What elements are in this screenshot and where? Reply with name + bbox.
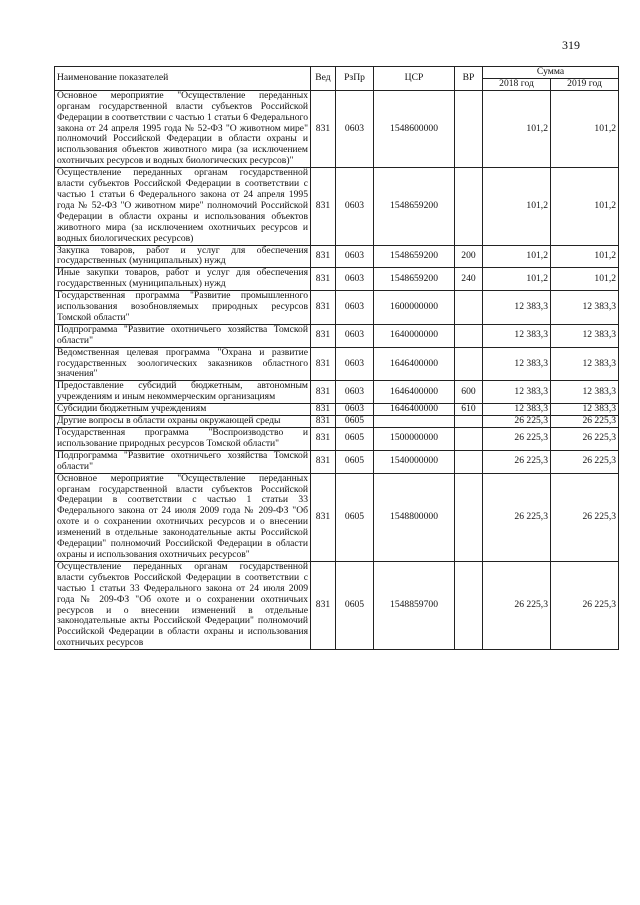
cell-2018: 26 225,3 (483, 473, 551, 561)
cell-2019: 101,2 (551, 245, 619, 268)
table-row (55, 381, 619, 404)
table-row (55, 473, 619, 561)
cell-rzpr: 0603 (336, 291, 374, 325)
header-vr: ВР (455, 67, 483, 91)
cell-csr: 1548600000 (374, 90, 455, 167)
table-row (55, 291, 619, 325)
table-row (55, 428, 619, 451)
cell-name: Осуществление переданных органам государственной власти субъектов Российской Федерации в соответствии с частью 1 статьи 6 Федерального закона от 24 апреля 1995 года № 52-ФЗ "О животном мире" полномочий Российской Федерации в области охраны и использования объектов животного мира (за исключением охотничьих ресурсов и водных биологических ресурсов) (55, 168, 311, 245)
cell-2019: 26 225,3 (551, 561, 619, 649)
cell-name: Иные закупки товаров, работ и услуг для обеспечения государственных (муниципальных) нужд (55, 268, 311, 291)
cell-name: Подпрограмма "Развитие охотничьего хозяйства Томской области" (55, 324, 311, 347)
cell-ved: 831 (311, 268, 336, 291)
cell-2018: 26 225,3 (483, 450, 551, 473)
cell-2019: 101,2 (551, 90, 619, 167)
cell-2018: 101,2 (483, 268, 551, 291)
cell-2018: 12 383,3 (483, 404, 551, 416)
cell-ved: 831 (311, 450, 336, 473)
cell-vr (455, 416, 483, 428)
cell-csr: 1548659200 (374, 245, 455, 268)
cell-ved: 831 (311, 324, 336, 347)
cell-name: Государственная программа "Развитие промышленного использования возобновляемых природных ресурсов Томской области" (55, 291, 311, 325)
cell-2018: 12 383,3 (483, 381, 551, 404)
cell-2019: 26 225,3 (551, 450, 619, 473)
cell-2019: 101,2 (551, 268, 619, 291)
cell-rzpr: 0605 (336, 416, 374, 428)
cell-vr (455, 473, 483, 561)
cell-csr: 1540000000 (374, 450, 455, 473)
cell-csr: 1646400000 (374, 404, 455, 416)
table-header (55, 67, 619, 91)
cell-vr (455, 347, 483, 381)
cell-ved: 831 (311, 473, 336, 561)
cell-2018: 26 225,3 (483, 561, 551, 649)
cell-name: Основное мероприятие "Осуществление переданных органам государственной власти субъектов Российской Федерации в соответствии с частью 1 статьи 33 Федерального закона от 24 июля 2009 года № 209-ФЗ "Об охоте и о сохранении охотничьих ресурсов и о внесении изменений в отдельные законодательные акты Российской Федерации" полномочий Российской Федерации в области охраны и использования охотничьих ресурсов" (55, 473, 311, 561)
cell-rzpr: 0603 (336, 268, 374, 291)
cell-ved: 831 (311, 347, 336, 381)
cell-2019: 26 225,3 (551, 428, 619, 451)
cell-vr (455, 450, 483, 473)
table-row (55, 416, 619, 428)
cell-name: Осуществление переданных органам государственной власти субъектов Российской Федерации в соответствии с частью 1 статьи 33 Федерального закона от 24 июля 2009 года № 209-ФЗ "Об охоте и о сохранении охотничьих ресурсов и о внесении изменений в отдельные законодательные акты Российской Федерации" полномочий Российской Федерации в области охраны и использования охотничьих ресурсов (55, 561, 311, 649)
cell-rzpr: 0603 (336, 245, 374, 268)
cell-2018: 26 225,3 (483, 428, 551, 451)
cell-rzpr: 0605 (336, 450, 374, 473)
table-row (55, 347, 619, 381)
cell-2019: 26 225,3 (551, 416, 619, 428)
cell-name: Закупка товаров, работ и услуг для обеспечения государственных (муниципальных) нужд (55, 245, 311, 268)
cell-vr: 240 (455, 268, 483, 291)
table-row (55, 324, 619, 347)
cell-ved: 831 (311, 381, 336, 404)
table-row (55, 561, 619, 649)
cell-vr: 610 (455, 404, 483, 416)
cell-name: Другие вопросы в области охраны окружающей среды (55, 416, 311, 428)
cell-rzpr: 0603 (336, 324, 374, 347)
cell-2018: 101,2 (483, 90, 551, 167)
cell-2018: 12 383,3 (483, 291, 551, 325)
cell-2018: 12 383,3 (483, 324, 551, 347)
header-csr: ЦСР (374, 67, 455, 91)
table-body (55, 90, 619, 649)
cell-ved: 831 (311, 245, 336, 268)
cell-rzpr: 0605 (336, 561, 374, 649)
cell-name: Предоставление субсидий бюджетным, автономным учреждениям и иным некоммерческим организациям (55, 381, 311, 404)
cell-ved: 831 (311, 291, 336, 325)
table-row (55, 245, 619, 268)
cell-ved: 831 (311, 428, 336, 451)
cell-ved: 831 (311, 90, 336, 167)
cell-rzpr: 0603 (336, 347, 374, 381)
cell-vr: 600 (455, 381, 483, 404)
cell-2018: 12 383,3 (483, 347, 551, 381)
cell-csr: 1500000000 (374, 428, 455, 451)
cell-csr: 1600000000 (374, 291, 455, 325)
cell-2019: 12 383,3 (551, 404, 619, 416)
cell-csr: 1548659200 (374, 268, 455, 291)
cell-csr: 1548800000 (374, 473, 455, 561)
cell-2019: 12 383,3 (551, 347, 619, 381)
cell-name: Подпрограмма "Развитие охотничьего хозяйства Томской области" (55, 450, 311, 473)
header-year-2018: 2018 год (483, 78, 551, 90)
cell-vr (455, 428, 483, 451)
table-row (55, 450, 619, 473)
cell-csr: 1548659200 (374, 168, 455, 245)
budget-table (54, 66, 619, 650)
cell-vr (455, 561, 483, 649)
cell-vr (455, 90, 483, 167)
cell-2019: 12 383,3 (551, 291, 619, 325)
cell-csr: 1646400000 (374, 381, 455, 404)
cell-2019: 12 383,3 (551, 324, 619, 347)
cell-vr (455, 291, 483, 325)
cell-csr: 1646400000 (374, 347, 455, 381)
cell-vr: 200 (455, 245, 483, 268)
cell-name: Основное мероприятие "Осуществление переданных органам государственной власти субъектов Российской Федерации в соответствии с частью 1 статьи 6 Федерального закона от 24 апреля 1995 года № 52-ФЗ "О животном мире" полномочий Российской Федерации в области охраны и использования объектов животного мира (за исключением охотничьих ресурсов и водных биологических ресурсов)" (55, 90, 311, 167)
table-row (55, 404, 619, 416)
cell-ved: 831 (311, 416, 336, 428)
header-ved: Вед (311, 67, 336, 91)
cell-rzpr: 0603 (336, 90, 374, 167)
cell-2019: 12 383,3 (551, 381, 619, 404)
cell-2019: 26 225,3 (551, 473, 619, 561)
header-year-2019: 2019 год (551, 78, 619, 90)
header-name: Наименование показателей (55, 67, 311, 91)
cell-vr (455, 168, 483, 245)
cell-rzpr: 0603 (336, 381, 374, 404)
cell-ved: 831 (311, 168, 336, 245)
cell-rzpr: 0605 (336, 473, 374, 561)
cell-2018: 101,2 (483, 245, 551, 268)
cell-rzpr: 0603 (336, 404, 374, 416)
page-number: 319 (562, 38, 580, 52)
cell-name: Ведомственная целевая программа "Охрана и развитие государственных зоологических заказников областного значения" (55, 347, 311, 381)
cell-vr (455, 324, 483, 347)
table-row (55, 268, 619, 291)
cell-csr: 1640000000 (374, 324, 455, 347)
cell-name: Субсидии бюджетным учреждениям (55, 404, 311, 416)
cell-2018: 26 225,3 (483, 416, 551, 428)
cell-ved: 831 (311, 561, 336, 649)
header-sum: Сумма (483, 67, 619, 79)
table-row (55, 90, 619, 167)
cell-name: Государственная программа "Воспроизводство и использование природных ресурсов Томской области" (55, 428, 311, 451)
cell-rzpr: 0603 (336, 168, 374, 245)
cell-csr (374, 416, 455, 428)
table-row (55, 168, 619, 245)
cell-rzpr: 0605 (336, 428, 374, 451)
header-rzpr: РзПр (336, 67, 374, 91)
cell-ved: 831 (311, 404, 336, 416)
cell-2019: 101,2 (551, 168, 619, 245)
cell-csr: 1548859700 (374, 561, 455, 649)
cell-2018: 101,2 (483, 168, 551, 245)
